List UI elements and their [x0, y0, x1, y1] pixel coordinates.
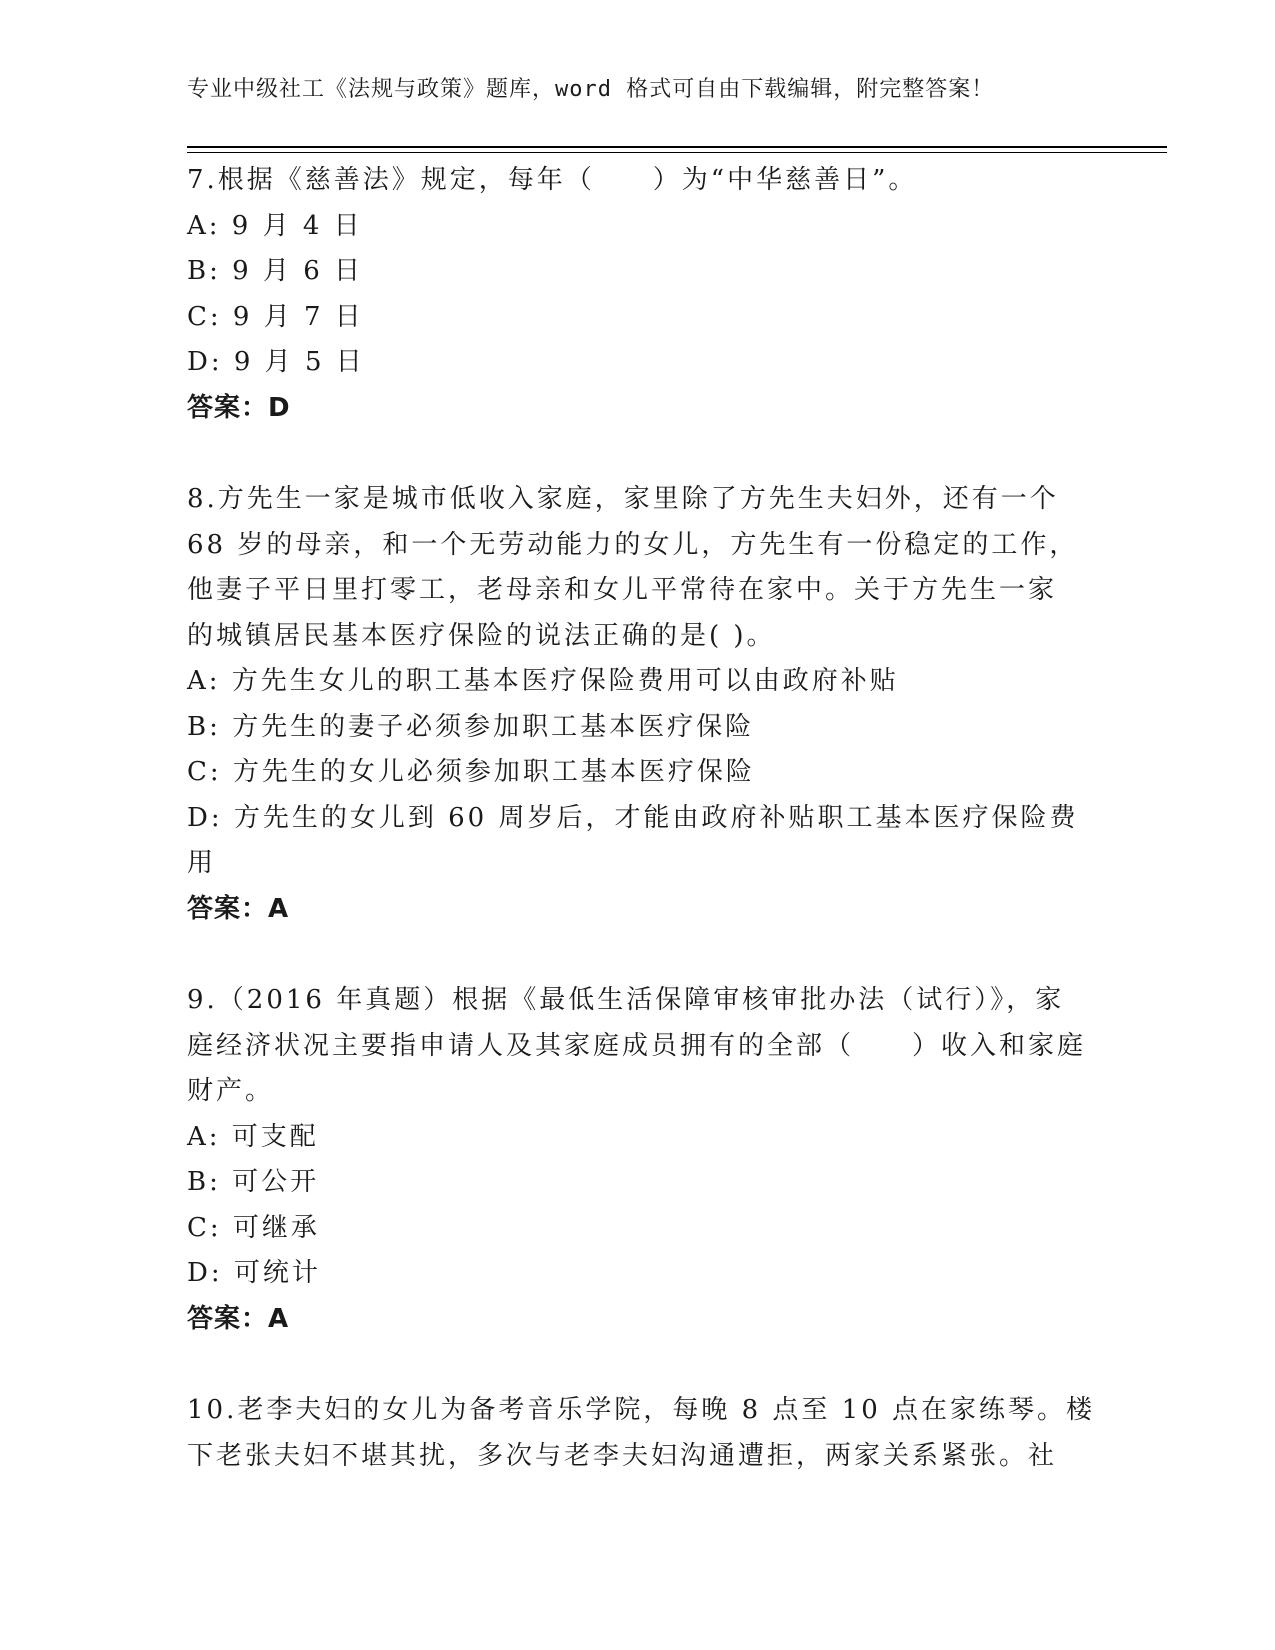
question-text: 下老张夫妇不堪其扰，多次与老李夫妇沟通遭拒，两家关系紧张。社 — [187, 1440, 1058, 1471]
answer: 答案：A — [187, 1303, 290, 1334]
question-text: 68 岁的母亲，和一个无劳动能力的女儿，方先生有一份稳定的工作， — [187, 529, 1079, 560]
option-c: C: 方先生的女儿必须参加职工基本医疗保险 — [187, 757, 755, 787]
spacer — [187, 932, 1087, 978]
option-b: B: 可公开 — [187, 1167, 320, 1197]
option-d: D: 9 月 5 日 — [187, 347, 365, 377]
question-10 — [187, 1388, 1096, 1479]
option-a: A: 9 月 4 日 — [187, 210, 363, 241]
spacer — [187, 1342, 1087, 1388]
answer: 答案：D — [187, 392, 291, 423]
option-a: A: 可支配 — [187, 1121, 319, 1152]
question-text: 10.老李夫妇的女儿为备考音乐学院，每晚 8 点至 10 点在家练琴。楼 — [187, 1395, 1096, 1425]
answer: 答案：A — [187, 893, 290, 924]
question-text: 他妻子平日里打零工，老母亲和女儿平常待在家中。关于方先生一家 — [187, 575, 1058, 605]
option-a: A: 方先生女儿的职工基本医疗保险费用可以由政府补贴 — [187, 666, 899, 696]
question-text: 7.根据《慈善法》规定，每年（ ）为“中华慈善日”。 — [187, 165, 918, 195]
spacer — [187, 431, 1087, 477]
option-b: B: 方先生的妻子必须参加职工基本医疗保险 — [187, 711, 755, 742]
option-d: D: 可统计 — [187, 1258, 321, 1288]
header-rule-thin — [187, 152, 1167, 153]
header-rule-thick — [187, 146, 1167, 148]
question-list — [187, 158, 1096, 1479]
option-b: B: 9 月 6 日 — [187, 256, 364, 286]
question-7 — [187, 158, 1087, 431]
question-text: 9.（2016 年真题）根据《最低生活保障审核审批办法（试行）》，家 — [187, 985, 1065, 1015]
question-text: 的城镇居民基本医疗保险的说法正确的是( )。 — [187, 620, 776, 651]
question-text: 8.方先生一家是城市低收入家庭，家里除了方先生夫妇外，还有一个 — [187, 484, 1059, 514]
question-text: 财产。 — [187, 1076, 275, 1106]
question-8 — [187, 477, 1087, 932]
option-c: C: 可继承 — [187, 1212, 320, 1243]
page-header: 专业中级社工《法规与政策》题库，word 格式可自由下载编辑，附完整答案！ — [187, 77, 995, 102]
option-d: D: 方先生的女儿到 60 周岁后，才能由政府补贴职工基本医疗保险费 — [187, 802, 1079, 833]
option-c: C: 9 月 7 日 — [187, 301, 364, 332]
question-9 — [187, 978, 1087, 1342]
option-d-continuation: 用 — [187, 848, 217, 878]
question-text: 庭经济状况主要指申请人及其家庭成员拥有的全部（ ）收入和家庭 — [187, 1030, 1087, 1061]
